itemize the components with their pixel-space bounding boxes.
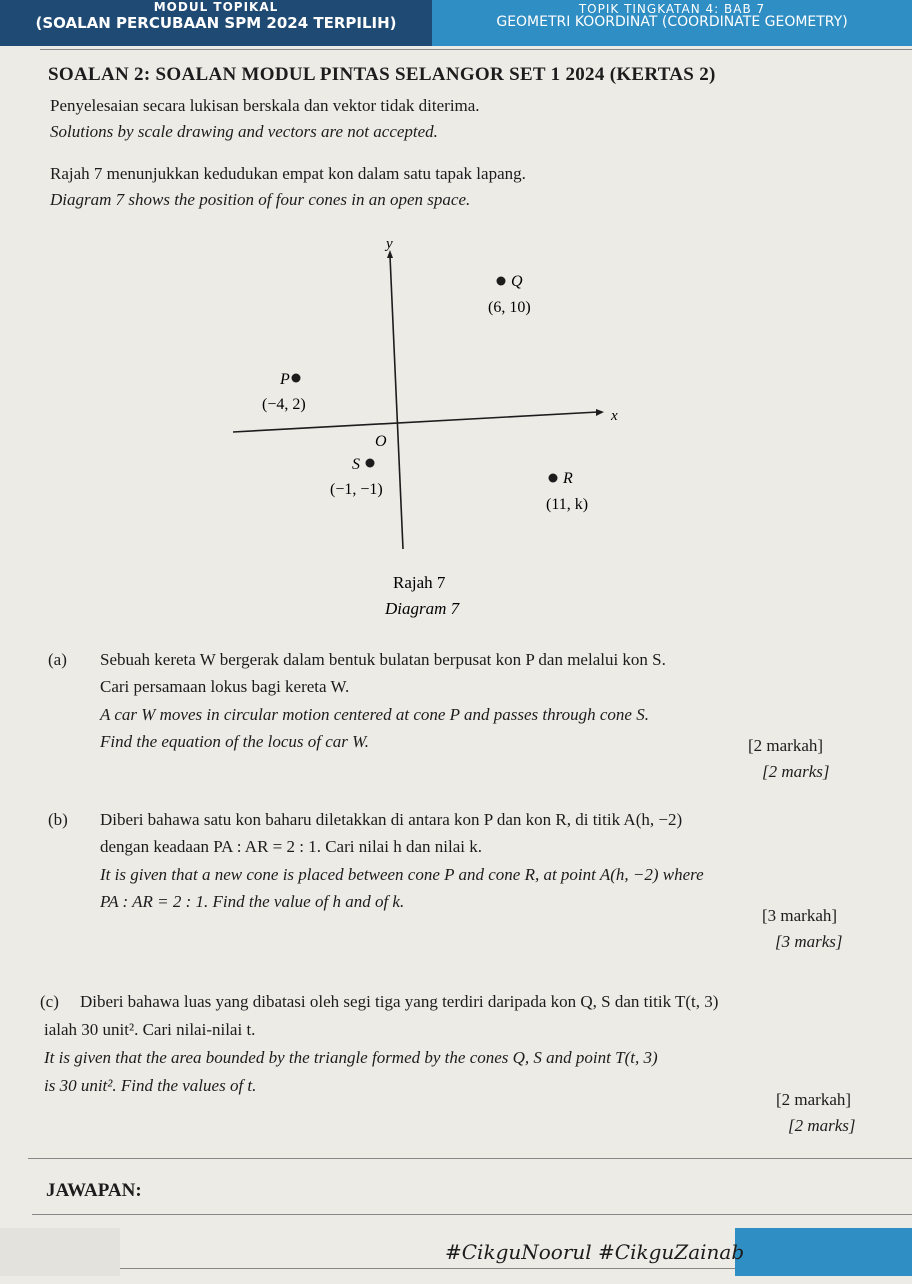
point-p-label: P [280,371,290,388]
part-c-label: (c) [40,992,59,1011]
diagram-caption-english: Diagram 7 [385,599,460,618]
point-q-dot [497,277,506,286]
part-a-english-line1: A car W moves in circular motion centered at cone P and passes through cone S. [100,705,649,724]
point-q-coords: (6, 10) [488,299,531,316]
part-c-malay-line2: ialah 30 unit². Cari nilai-nilai t. [44,1020,256,1039]
x-axis [233,412,598,432]
point-p-dot [292,374,301,383]
point-r-dot [549,474,558,483]
footer-accent-bar [735,1228,912,1276]
part-c-malay-line1: Diberi bahawa luas yang dibatasi oleh segi tiga yang terdiri daripada kon Q, S dan titik T(t, 3) [80,992,719,1011]
part-b-malay-line2: dengan keadaan PA : AR = 2 : 1. Cari nilai h dan nilai k. [100,837,482,856]
topic-chapter: TOPIK TINGKATAN 4: BAB 7 [578,2,766,16]
question-title: SOALAN 2: SOALAN MODUL PINTAS SELANGOR SET 1 2024 (KERTAS 2) [48,64,716,85]
part-c-marks-malay: [2 markah] [776,1090,852,1109]
footer-left-band [0,1228,120,1276]
y-axis [390,256,403,549]
part-b-label: (b) [48,810,68,829]
point-s-coords: (−1, −1) [330,481,383,498]
part-b-english-line2: PA : AR = 2 : 1. Find the value of h and of k. [100,892,405,911]
x-axis-arrow [596,409,604,416]
y-axis-label: y [386,236,393,252]
part-c-english-line2: is 30 unit². Find the values of t. [44,1076,257,1095]
part-c-english-line1: It is given that the area bounded by the triangle formed by the cones Q, S and point T(t, 3) [44,1048,658,1067]
part-a-english-line2: Find the equation of the locus of car W. [100,732,369,751]
part-a-marks-english: [2 marks] [762,762,830,781]
part-a-marks-malay: [2 markah] [748,736,824,755]
diagram-caption-malay: Rajah 7 [393,573,446,592]
point-q-label: Q [511,273,523,290]
note-english: Solutions by scale drawing and vectors are not accepted. [50,122,438,141]
point-p-coords: (−4, 2) [262,396,306,413]
part-a-label: (a) [48,650,67,669]
part-a-malay-line2: Cari persamaan lokus bagi kereta W. [100,677,350,696]
module-subtitle: (SOALAN PERCUBAAN SPM 2024 TERPILIH) [35,14,397,32]
point-r-label: R [563,470,573,487]
part-a-malay-line1: Sebuah kereta W bergerak dalam bentuk bulatan berpusat kon P dan melalui kon S. [100,650,666,669]
intro-english: Diagram 7 shows the position of four cones in an open space. [50,190,471,209]
x-axis-label: x [611,408,618,424]
point-r-coords: (11, k) [546,496,589,513]
origin-label: O [375,433,387,450]
part-b-english-line1: It is given that a new cone is placed between cone P and cone R, at point A(h, −2) where [100,865,704,884]
point-s-dot [366,459,375,468]
answer-top-divider [28,1158,912,1159]
module-title: MODUL TOPIKAL [153,0,279,14]
footer-rule [120,1268,735,1269]
footer-hashtags: #CikguNoorul #CikguZainab [445,1240,745,1264]
part-c-marks-english: [2 marks] [788,1116,856,1135]
topic-title: GEOMETRI KOORDINAT (COORDINATE GEOMETRY) [496,14,848,30]
intro-malay: Rajah 7 menunjukkan kedudukan empat kon dalam satu tapak lapang. [50,164,526,183]
answer-divider [32,1214,912,1215]
part-b-malay-line1: Diberi bahawa satu kon baharu diletakkan di antara kon P dan kon R, di titik A(h, −2) [100,810,683,829]
part-b-marks-malay: [3 markah] [762,906,838,925]
note-malay: Penyelesaian secara lukisan berskala dan vektor tidak diterima. [50,96,480,115]
answer-label: JAWAPAN: [46,1180,142,1201]
point-s-label: S [352,456,360,473]
part-b-marks-english: [3 marks] [775,932,843,951]
